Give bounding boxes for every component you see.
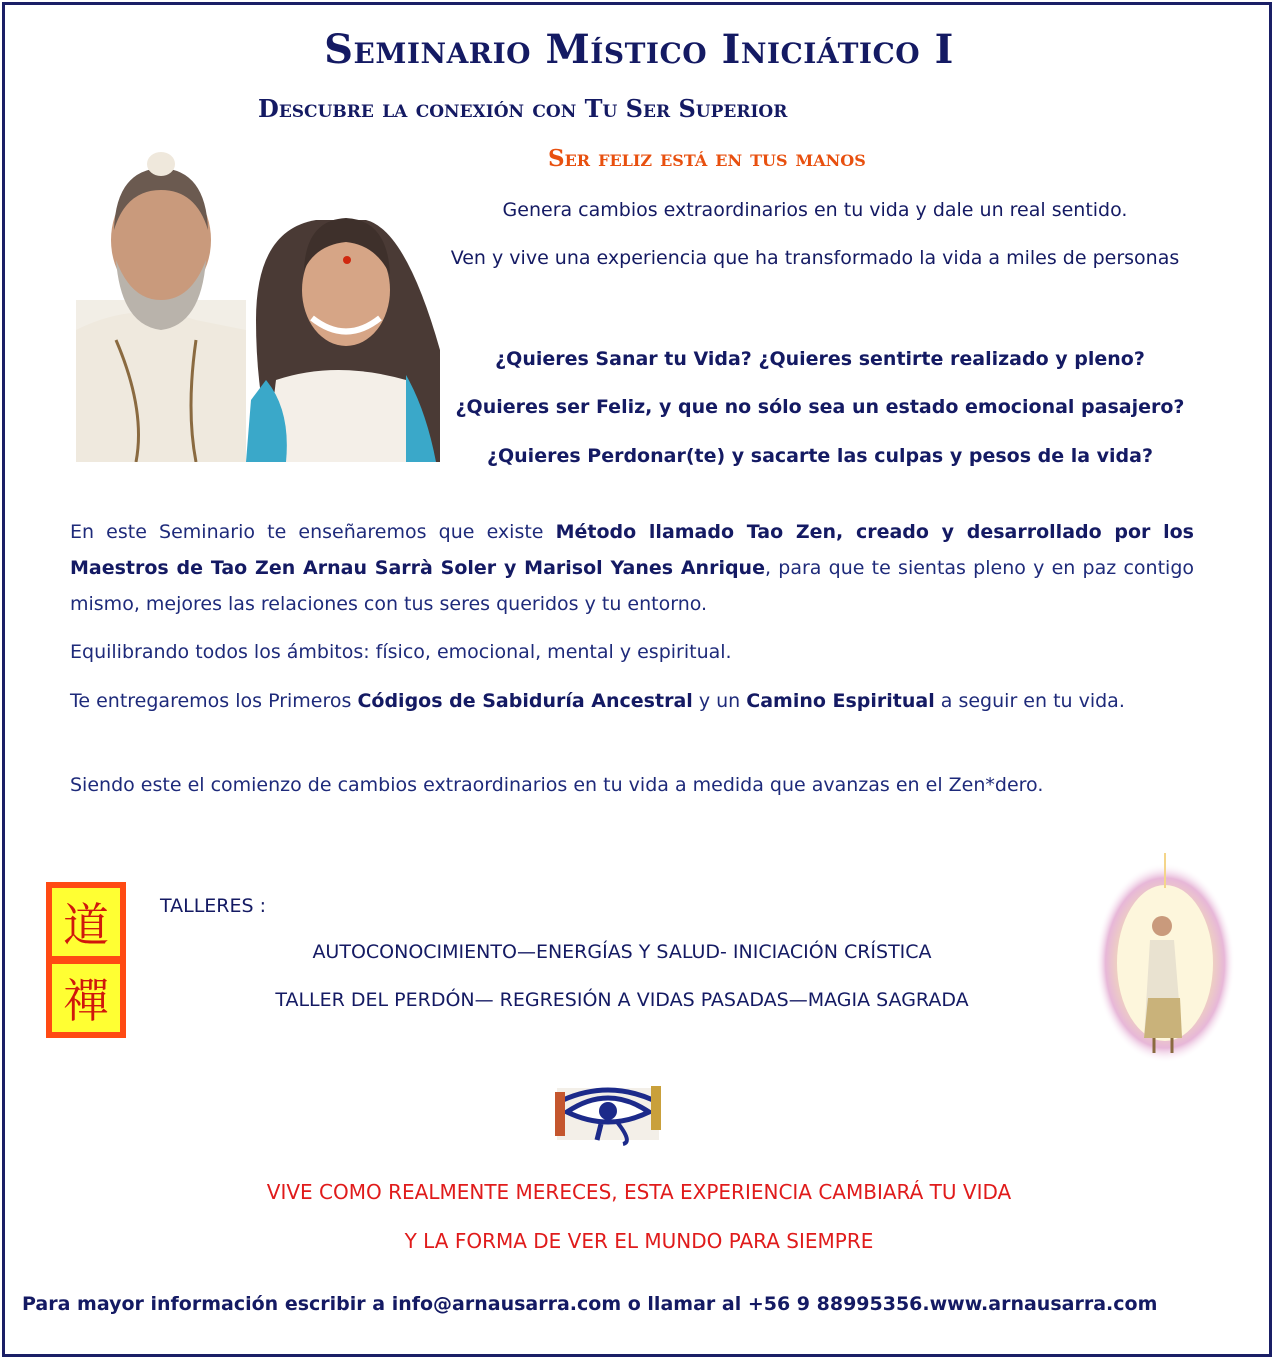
paragraph-zendero: Siendo este el comienzo de cambios extraordinarios en tu vida a medida que avanzas en el Zen*dero.: [70, 774, 1044, 796]
page-subtitle: Descubre la conexión con Tu Ser Superior: [258, 94, 788, 123]
closing-line-2: Y LA FORMA DE VER EL MUNDO PARA SIEMPRE: [404, 1229, 874, 1253]
zen-char: 禪: [52, 964, 120, 1032]
closing-line-1: VIVE COMO REALMENTE MERECES, ESTA EXPERIENCIA CAMBIARÁ TU VIDA: [266, 1180, 1012, 1204]
contact-footer: Para mayor información escribir a info@arnausarra.com o llamar al +56 9 88995356.www.arnausarra.com: [22, 1293, 1158, 1315]
intro-line-2: Ven y vive una experiencia que ha transformado la vida a miles de personas: [450, 247, 1180, 269]
tao-char: 道: [52, 888, 120, 956]
codes-name: Códigos de Sabiduría Ancestral: [357, 690, 693, 712]
question-3: ¿Quieres Perdonar(te) y sacarte las culpas y pesos de la vida?: [486, 445, 1154, 467]
eye-of-horus-icon: [553, 1082, 663, 1146]
paragraph-method: [70, 514, 1194, 622]
intro-line-1: Genera cambios extraordinarios en tu vida y dale un real sentido.: [502, 199, 1128, 221]
page-title: Seminario Místico Iniciático I: [324, 26, 954, 73]
codes-and: y un: [692, 690, 747, 712]
teachers-photo: [76, 150, 440, 462]
spiritual-path: Camino Espiritual: [746, 690, 935, 712]
talleres-line-2: TALLER DEL PERDÓN— REGRESIÓN A VIDAS PASADAS—MAGIA SAGRADA: [275, 989, 969, 1011]
spiritual-figure-image: [1090, 848, 1240, 1068]
paragraph-codes: [70, 683, 1194, 719]
method-name: Método llamado Tao Zen, creado y desarrollado por los Maestros de Tao Zen Arnau Sarrà Soler y Marisol Yanes Anrique: [70, 521, 1194, 579]
paragraph-balance: Equilibrando todos los ámbitos: físico, emocional, mental y espiritual.: [70, 641, 732, 663]
talleres-line-1: AUTOCONOCIMIENTO—ENERGÍAS Y SALUD- INICIACIÓN CRÍSTICA: [312, 941, 932, 963]
tagline: Ser feliz está en tus manos: [548, 145, 866, 172]
paragraph-method-rest: , para que te sientas pleno y en paz contigo mismo, mejores las relaciones con tus seres queridos y tu entorno.: [70, 557, 1194, 615]
codes-intro: Te entregaremos los Primeros: [70, 690, 358, 712]
codes-rest: a seguir en tu vida.: [934, 690, 1125, 712]
question-1: ¿Quieres Sanar tu Vida? ¿Quieres sentirte realizado y pleno?: [495, 348, 1145, 370]
question-2: ¿Quieres ser Feliz, y que no sólo sea un estado emocional pasajero?: [455, 396, 1185, 418]
talleres-label: TALLERES :: [160, 895, 267, 917]
paragraph-method-intro: En este Seminario te enseñaremos que existe: [70, 521, 556, 543]
